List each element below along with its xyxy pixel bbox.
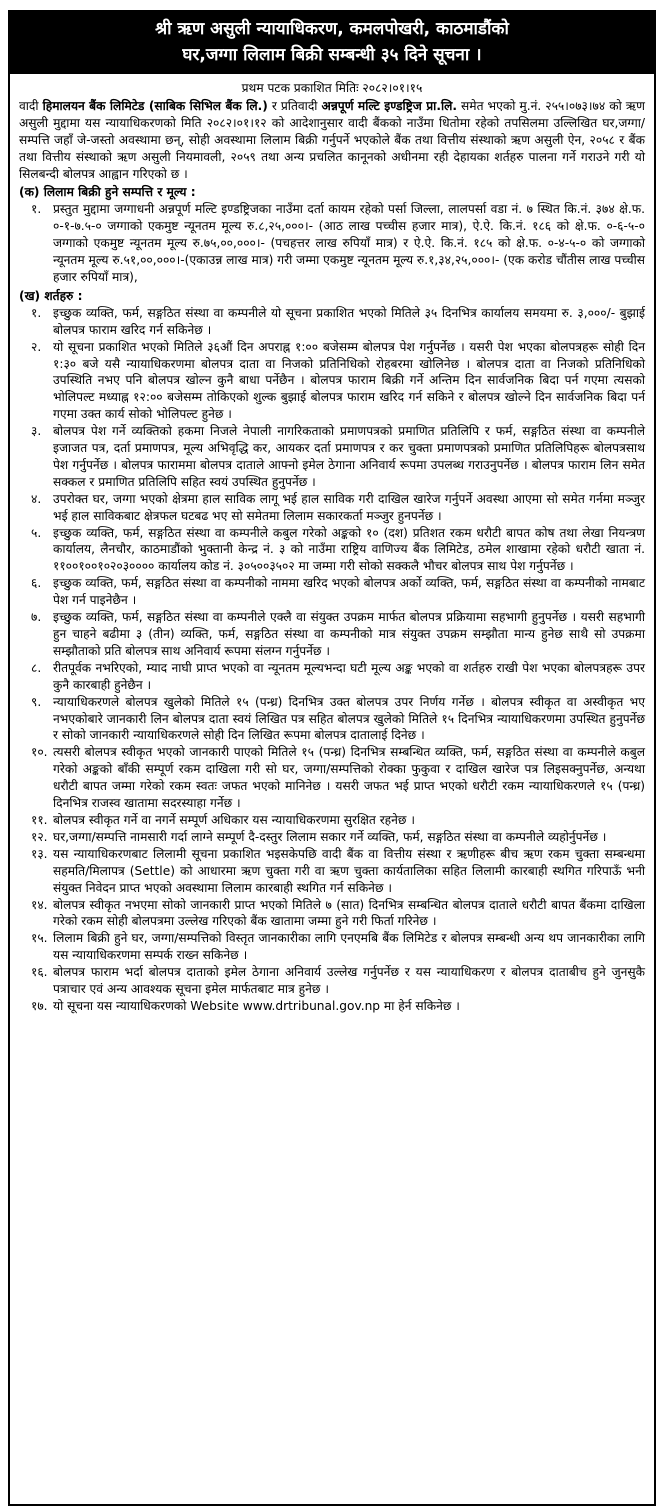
item-text: रीतपूर्वक नभरिएको, म्याद नाघी प्राप्त भएको वा न्यूनतम मूल्यभन्दा घटी मूल्य अङ्क भएको वा शर्तहरु राखी पेश भएका बोलपत्रहरू उपर कुनै कारबाही हुनेछैन । — [53, 660, 645, 692]
item-text: इच्छुक व्यक्ति, फर्म, सङ्गठित संस्था वा कम्पनीले कबुल गरेको अङ्कको १० (दश) प्रतिशत रकम धरौटी बापत कोष तथा लेखा नियन्त्रण कार्यालय, लैनचौर, काठमाडौंको भुक्तानी केन्द्र नं. ३ को नाउँमा राष्ट्रिय वाणिज्य बैंक लिमिटेड, ठमेल शाखामा रहेको धरौटी खाता नं. ११००१००१०२०३०००० कार्यालय कोड नं. ३०५००३५०२ मा जम्मा गरी सोको सक्कलै भौचर बोलपत्र साथ पेश गर्नुपर्नेछ । — [53, 525, 645, 574]
list-item — [19, 423, 645, 491]
item-number: ७. — [31, 610, 42, 625]
item-text: इच्छुक व्यक्ति, फर्म, सङ्गठित संस्था वा कम्पनीले एक्लै वा संयुक्त उपक्रम मार्फत बोलपत्र प्रक्रियामा सहभागी हुनुपर्नेछ । यसरी सहभागी हुन चाहने बढीमा ३ (तीन) व्यक्ति, फर्म, सङ्गठित संस्था वा कम्पनीको मात्र संयुक्त उपक्रम सम्झौता मान्य हुनेछ साथै सो उपक्रमा सम्झौताको प्रति बोलपत्र साथ अनिवार्य रूपमा संलग्न गर्नुपर्नेछ । — [53, 610, 645, 658]
item-number: ११. — [31, 812, 48, 827]
item-number: १०. — [31, 745, 48, 760]
item-number: १५. — [31, 931, 48, 946]
item-number: १३. — [31, 846, 48, 861]
item-text: बोलपत्र फाराम भर्दा बोलपत्र दाताको इमेल ठेगाना अनिवार्य उल्लेख गर्नुपर्नेछ र यस न्यायाधिकरण र बोलपत्र दाताबीच हुने जुनसुकै पत्राचार एवं अन्य आवश्यक सूचना इमेल मार्फतबाट मात्र हुनेछ । — [53, 965, 645, 997]
list-item — [19, 660, 645, 694]
item-text: बोलपत्र स्वीकृत नभएमा सोको जानकारी प्राप्त भएको मितिले ७ (सात) दिनभित्र सम्बन्धित बोलपत्र दाताले धरौटी बापत बैंकमा दाखिला गरेको रकम सोही बोलपत्रमा उल्लेख गरिएको बैंक खातामा जम्मा हुने गरी फिर्ता गरिनेछ । — [53, 897, 645, 929]
list-item — [19, 930, 645, 964]
item-text: यो सूचना प्रकाशित भएको मितिले ३६औं दिन अपराह्न १:०० बजेसम्म बोलपत्र पेश गर्नुपर्नेछ । यसरी पेश भएका बोलपत्रहरू सोही दिन १:३० बजे यसै न्यायाधिकरणमा बोलपत्र दाता वा निजको प्रतिनिधिको रोहबरमा खोलिनेछ । बोलपत्र दाता वा निजको प्रतिनिधिको उपस्थिति नभए पनि बोलपत्र खोल्न कुनै बाधा पर्नेछैन । बोलपत्र फाराम बिक्री गर्ने अन्तिम दिन सार्वजनिक बिदा पर्न गएमा त्यसको भोलिपल्ट मध्याह्न १२:०० बजेसम्म तोकिएको शुल्क बुझाई बोलपत्र फाराम खरिद गर्न सकिने र बोलपत्र खोल्ने दिन सार्वजनिक बिदा पर्न गएमा उक्त कार्य सोको भोलिपल्ट हुनेछ । — [53, 339, 645, 422]
item-text: बोलपत्र स्वीकृत गर्ने वा नगर्ने सम्पूर्ण अधिकार यस न्यायाधिकरणमा सुरक्षित रहनेछ । — [53, 812, 415, 827]
section-kha-list — [19, 305, 645, 1015]
item-text: इच्छुक व्यक्ति, फर्म, सङ्गठित संस्था वा कम्पनीले यो सूचना प्रकाशित भएको मितिले ३५ दिनभित्र कार्यालय समयमा रु. ३,०००/- बुझाई बोलपत्र फाराम खरिद गर्न सकिनेछ । — [53, 305, 645, 337]
list-item — [19, 964, 645, 998]
item-text: लिलाम बिक्री हुने घर, जग्गा/सम्पत्तिको विस्तृत जानकारीका लागि एनएमबि बैंक लिमिटेड र बोलपत्र सम्बन्धी अन्य थप जानकारीका लागि यस न्यायाधिकरणमा सम्पर्क राख्न सकिनेछ । — [53, 931, 645, 963]
auction-notice — [8, 10, 656, 1506]
intro-text: वादी — [19, 98, 43, 113]
item-text: त्यसरी बोलपत्र स्वीकृत भएको जानकारी पाएको मितिले १५ (पन्ध्र) दिनभित्र सम्बन्धित व्यक्ति, फर्म, सङ्गठित संस्था वा कम्पनीले कबुल गरेको अङ्कको बाँकी सम्पूर्ण रकम दाखिला गरी सो घर, जग्गा/सम्पत्तिको रोक्का फुकुवा र दाखिल खारेज पत्र लिइसक्नुपर्नेछ, अन्यथा धरौटी बापत जम्मा गरेको रकम स्वतः जफत भएको मानिनेछ । यसरी जफत भई प्राप्त भएको धरौटी रकम न्यायाधिकरणले १५ (पन्ध्र) दिनभित्र राजस्व खातामा सदरस्याहा गर्नेछ । — [53, 745, 645, 811]
section-ka-heading: (क) लिलाम बिक्री हुने सम्पत्ति र मूल्य : — [19, 185, 196, 200]
item-number: २. — [31, 339, 42, 354]
list-item — [19, 525, 645, 576]
item-number: ९. — [31, 694, 42, 709]
list-item — [19, 201, 645, 286]
notice-body — [10, 74, 654, 1015]
header-line-2: घर,जग्गा लिलाम बिक्री सम्बन्धी ३५ दिने सूचना । — [182, 45, 482, 65]
list-item — [19, 339, 645, 424]
item-number: १२. — [31, 829, 48, 844]
intro-text: र प्रतिवादी — [267, 98, 322, 113]
item-text: न्यायाधिकरणले बोलपत्र खुलेको मितिले १५ (पन्ध्र) दिनभित्र उक्त बोलपत्र उपर निर्णय गर्नेछ । बोलपत्र स्वीकृत वा अस्वीकृत भए नभएकोबारे जानकारी लिन बोलपत्र दाता स्वयं लिखित पत्र सहित बोलपत्र खुलेको मितिले १५ दिनभित्र न्यायाधिकरणमा उपस्थित हुनुपर्नेछ र सोको जानकारी न्यायाधिकरणले सोही दिन लिखित रूपमा बोलपत्र दातालाई दिनेछ । — [53, 694, 645, 743]
section-ka-list — [19, 201, 645, 286]
list-item — [19, 609, 645, 660]
item-text: प्रस्तुत मुद्दामा जग्गाधनी अन्नपूर्ण मल्टि इण्डष्ट्रिजका नाउँमा दर्ता कायम रहेको पर्सा जिल्ला, लालपर्सा वडा नं. ७ स्थित कि.नं. ३७४ क्षे.फ. ०-१-७.५-० जग्गाको एकमुष्ट न्यूनतम मूल्य रु.८,२५,०००।- (आठ लाख पच्चीस हजार मात्र), ऐ.ऐ. कि.नं. १८६ को क्षे.फ. ०-६-५-० जग्गाको एकमुष्ट न्यूनतम मूल्य रु.७५,००,०००।- (पचहत्तर लाख रुपियाँ मात्र) र ऐ.ऐ. कि.नं. १८५ को क्षे.फ. ०-४-५-० को जग्गाको न्यूनतम मूल्य रु.५१,००,०००।-(एकाउन्न लाख मात्र) गरी जम्मा एकमुष्ट न्यूनतम मूल्य रु.१,३४,२५,०००।- (एक करोड चौंतीस लाख पच्चीस हजार रुपियाँ मात्र), — [53, 202, 645, 284]
header-line-1: श्री ऋण असुली न्यायाधिकरण, कमलपोखरी, काठमाडौंको — [155, 19, 509, 39]
list-item — [19, 897, 645, 931]
list-item — [19, 812, 645, 829]
list-item — [19, 829, 645, 846]
item-number: ८. — [31, 660, 42, 675]
list-item — [19, 694, 645, 745]
item-number: ३. — [31, 424, 42, 439]
item-number: १. — [31, 305, 42, 320]
list-item — [19, 744, 645, 812]
list-item — [19, 846, 645, 897]
defendant-name: अन्नपूर्ण मल्टि इण्डष्ट्रिज प्रा.लि. — [321, 98, 458, 113]
section-kha-heading: (ख) शर्तहरु : — [19, 288, 83, 303]
item-number: ६. — [31, 576, 42, 591]
item-text: यो सूचना यस न्यायाधिकरणको Website www.drtribunal.gov.np मा हेर्न सकिनेछ । — [53, 998, 460, 1013]
list-item — [19, 998, 645, 1015]
list-item — [19, 305, 645, 339]
plaintiff-name: हिमालयन बैंक लिमिटेड (साबिक सिभिल बैंक लि.) — [42, 98, 268, 113]
intro-text: समेत भएको मु.नं. २५५।०७३।७४ को ऋण असुली मुद्दामा यस न्यायाधिकरणको मिति २०८२।०१।१२ को आदेशानुसार वादी बैंकको नाउँमा धितोमा रहेको तपसिलमा उल्लिखित घर,जग्गा/सम्पत्ति जहाँ जे-जस्तो अवस्थामा छन्, सोही अवस्थामा लिलाम बिक्री गर्नुपर्ने भएकोले बैंक तथा वित्तीय संस्थाको ऋण असुली ऐन, २०५८ र बैंक तथा वित्तीय संस्थाको ऋण असुली नियमावली, २०५९ तथा अन्य प्रचलित कानूनको अधीनमा रही देहायका शर्तहरु पालना गर्ने गराउने गरी यो सिलबन्दी बोलपत्र आह्वान गरिएको छ । — [19, 98, 645, 181]
item-number: ४. — [31, 491, 42, 506]
publication-date: प्रथम पटक प्रकाशित मितिः २०८२।०१।१५ — [241, 81, 423, 95]
item-text: इच्छुक व्यक्ति, फर्म, सङ्गठित संस्था वा कम्पनीको नाममा खरिद भएको बोलपत्र अर्को व्यक्ति, फर्म, सङ्गठित संस्था वा कम्पनीको नामबाट पेश गर्न पाइनेछैन । — [53, 576, 645, 608]
list-item — [19, 575, 645, 609]
item-text: उपरोक्त घर, जग्गा भएको क्षेत्रमा हाल साविक लागू भई हाल साविक गरी दाखिल खारेज गर्नुपर्ने अवस्था आएमा सो समेत गर्नमा मञ्जुर भई हाल साविकबाट क्षेत्रफल घटबढ भए सो समेतमा लिलाम सकारकर्ता मञ्जुर हुनपर्नेछ । — [53, 491, 645, 523]
item-text: घर,जग्गा/सम्पत्ति नामसारी गर्दा लाग्ने सम्पूर्ण दै-दस्तुर लिलाम सकार गर्ने व्यक्ति, फर्म, सङ्गठित संस्था वा कम्पनीले व्यहोर्नुपर्नेछ । — [53, 829, 607, 844]
intro-paragraph — [19, 98, 645, 183]
notice-header — [10, 12, 654, 74]
item-number: ५. — [31, 525, 42, 540]
item-number: १७. — [31, 998, 48, 1013]
item-number: १. — [31, 202, 42, 217]
item-number: १६. — [31, 965, 48, 980]
item-text: यस न्यायाधिकरणबाट लिलामी सूचना प्रकाशित भइसकेपछि वादी बैंक वा वित्तीय संस्था र ऋणीहरू बीच ऋण रकम चुक्ता सम्बन्धमा सहमति/मिलापत्र (Settle) को आधारमा ऋण चुक्ता गरी वा ऋण चुक्ता कार्यतालिका सहित लिलामी कारबाही स्थगित गरिपाऊँ भनी संयुक्त निवेदन प्राप्त भएको अवस्थामा लिलाम कारबाही स्थगित गर्न सकिनेछ । — [53, 846, 645, 895]
list-item — [19, 491, 645, 525]
item-text: बोलपत्र पेश गर्ने व्यक्तिको हकमा निजले नेपाली नागरिकताको प्रमाणपत्रको प्रमाणित प्रतिलिपि र फर्म, सङ्गठित संस्था वा कम्पनीले इजाजत पत्र, दर्ता प्रमाणपत्र, मूल्य अभिवृद्धि कर, आयकर दर्ता प्रमाणपत्र र कर चुक्ता प्रमाणपत्रको प्रमाणित प्रतिलिपिहरू बोलपत्रसाथ पेश गर्नुपर्नेछ । बोलपत्र फाराममा बोलपत्र दाताले आफ्नो इमेल ठेगाना अनिवार्य रूपमा उपलब्ध गराउनुपर्नेछ । बोलपत्र फाराम लिन समेत सक्कल र प्रमाणित प्रतिलिपि सहित स्वयं उपस्थित हुनुपर्नेछ । — [53, 424, 645, 489]
item-number: १४. — [31, 897, 48, 912]
